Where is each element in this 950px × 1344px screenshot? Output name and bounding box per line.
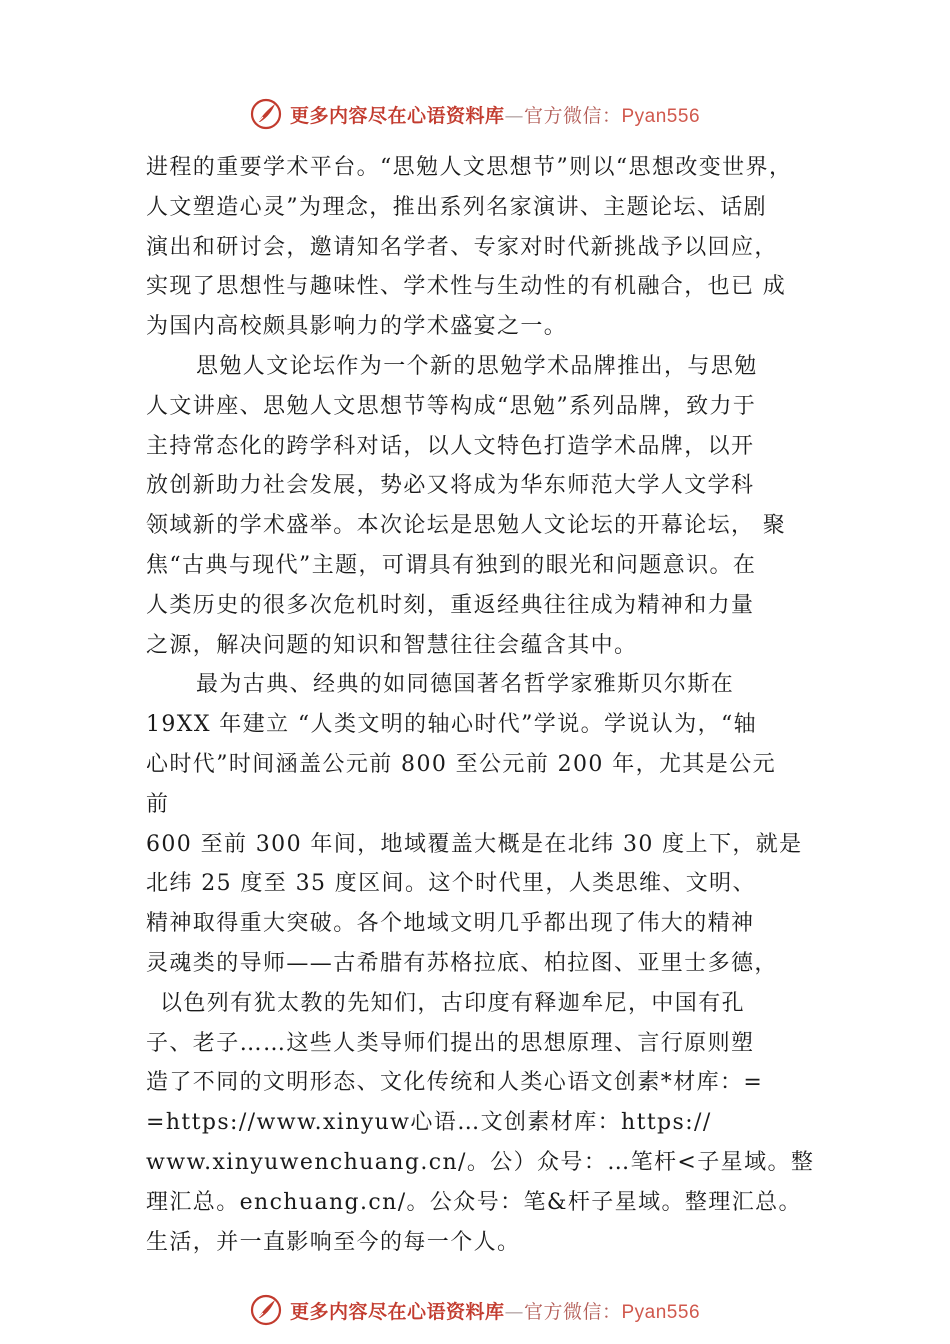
banner-main-text: 更多内容尽在心语资料库 <box>289 1300 505 1323</box>
header-banner <box>0 94 950 134</box>
text-line: 人类历史的很多次危机时刻，重返经典往往成为精神和力量 <box>146 592 755 618</box>
text-line: 进程的重要学术平台。“思勉人文思想节”则以“思想改变世界， <box>146 155 793 180</box>
text-line: 领域新的学术盛举。本次论坛是思勉人文论坛的开幕论坛， 聚 <box>146 513 787 539</box>
text-line: 为国内高校颇具影响力的学术盛宴之一。 <box>146 314 568 340</box>
banner-main-text: 更多内容尽在心语资料库 <box>289 104 505 127</box>
text-line: 演出和研讨会，邀请知名学者、专家对时代新挑战予以回应， <box>146 234 778 260</box>
banner-wechat-label: 官方微信： <box>523 1300 622 1323</box>
quill-logo-icon <box>250 1294 282 1326</box>
paragraph-start-line: 思勉人文论坛作为一个新的思勉学术品牌推出，与思勉 <box>196 353 758 379</box>
text-line: www.xinyuwenchuang.cn/。公）众号：…笔杆<子星域。整 <box>146 1149 815 1175</box>
text-line: 600 至前 300 年间，地域覆盖大概是在北纬 30 度上下，就是 <box>146 831 803 857</box>
text-line: 灵魂类的导师——古希腊有苏格拉底、柏拉图、亚里士多德， <box>146 950 778 976</box>
text-line: 人文讲座、思勉人文思想节等构成“思勉”系列品牌，致力于 <box>146 393 757 419</box>
text-line: 北纬 25 度至 35 度区间。这个时代里，人类思维、文明、 <box>146 871 756 897</box>
text-line: 19XX 年建立 “人类文明的轴心时代”学说。学说认为，“轴 <box>146 712 758 738</box>
text-line: 造了不同的文明形态、文化传统和人类心语文创素*材库：= <box>146 1070 764 1096</box>
text-line: 以色列有犹太教的先知们，古印度有释迦牟尼，中国有孔 <box>160 990 746 1016</box>
text-line: 生活，并一直影响至今的每一个人。 <box>146 1229 521 1255</box>
text-line: 之源，解决问题的知识和智慧往往会蕴含其中。 <box>146 632 638 658</box>
document-body <box>146 148 816 1262</box>
text-line: 实现了思想性与趣味性、学术性与生动性的有机融合，也已 成 <box>146 274 787 300</box>
text-line: 精神取得重大突破。各个地域文明几乎都出现了伟大的精神 <box>146 911 755 937</box>
text-line: 主持常态化的跨学科对话，以人文特色打造学术品牌，以开 <box>146 433 755 459</box>
banner-wechat-id: Pyan556 <box>621 1301 701 1323</box>
text-line: =https://www.xinyuw心语…文创素材库：https:// <box>146 1110 712 1136</box>
text-line: 前 <box>146 791 170 817</box>
banner-text <box>290 1297 700 1324</box>
banner-wechat-id: Pyan556 <box>621 105 701 127</box>
footer-banner <box>0 1290 950 1330</box>
banner-dash: — <box>504 104 524 127</box>
text-line: 焦“古典与现代”主题，可谓具有独到的眼光和问题意识。在 <box>146 552 757 578</box>
banner-text <box>290 101 700 128</box>
quill-logo-icon <box>250 98 282 130</box>
text-line: 子、老子……这些人类导师们提出的思想原理、言行原则塑 <box>146 1030 755 1056</box>
banner-dash: — <box>504 1300 524 1323</box>
banner-wechat-label: 官方微信： <box>523 104 622 127</box>
text-line: 理汇总。enchuang.cn/。公众号：笔&杆子星域。整理汇总。 <box>146 1189 802 1215</box>
text-line: 放创新助力社会发展，势必又将成为华东师范大学人文学科 <box>146 473 755 499</box>
text-line: 心时代”时间涵盖公元前 800 至公元前 200 年，尤其是公元 <box>146 751 777 777</box>
text-line: 人文塑造心灵”为理念，推出系列名家演讲、主题论坛、话剧 <box>146 194 768 220</box>
paragraph-start-line: 最为古典、经典的如同德国著名哲学家雅斯贝尔斯在 <box>196 672 735 698</box>
